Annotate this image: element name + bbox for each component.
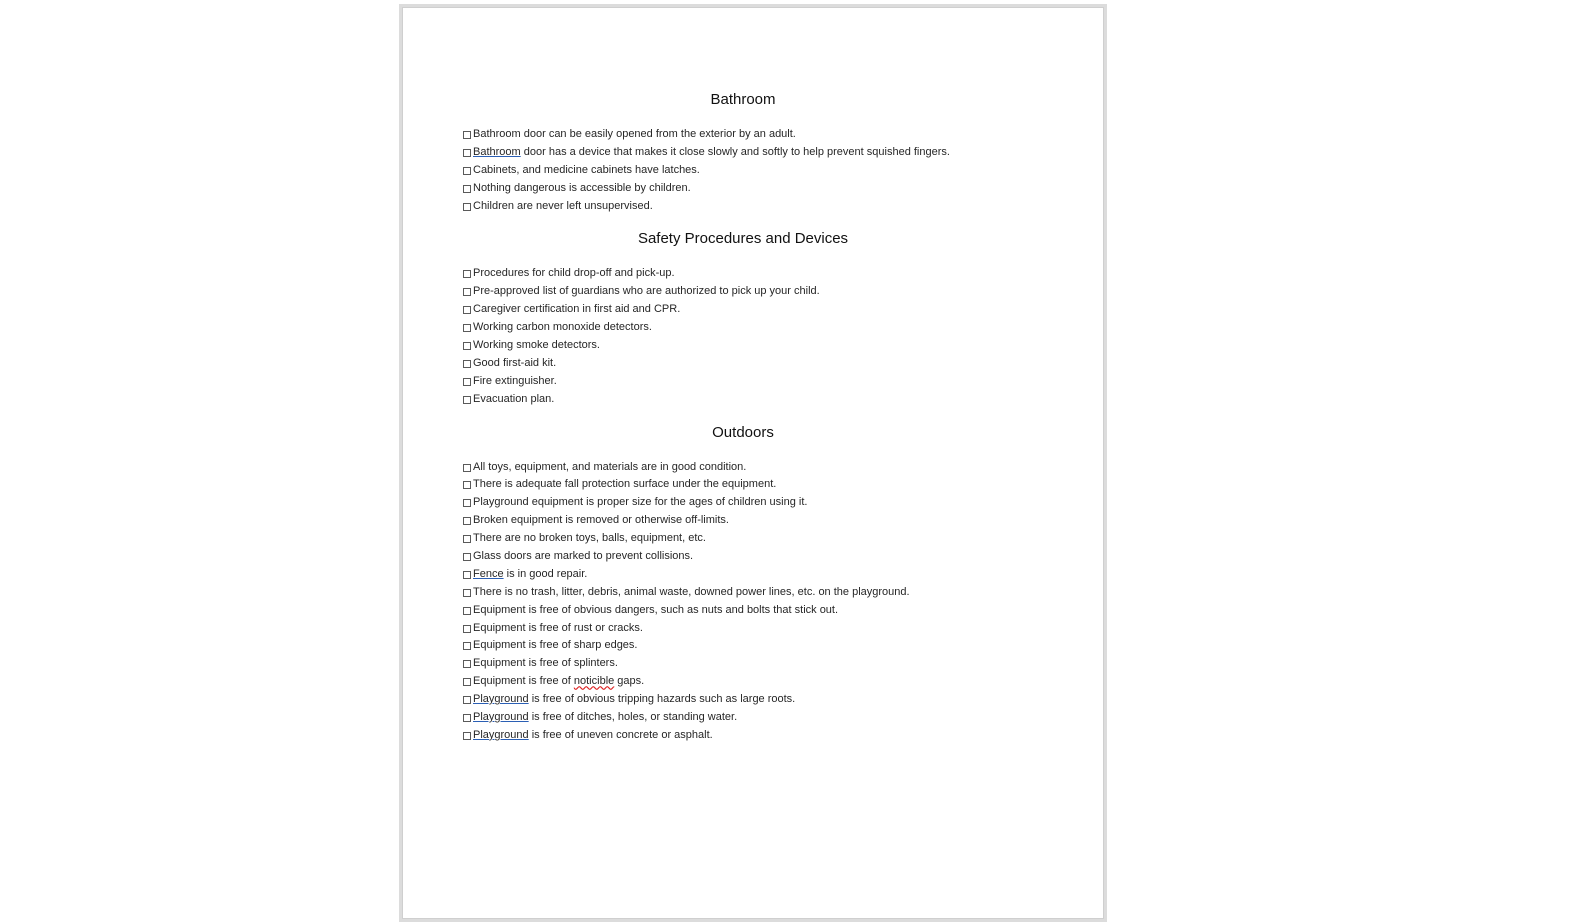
item-text: Working carbon monoxide detectors. — [473, 321, 652, 334]
item-text: Fire extinguisher. — [473, 374, 557, 387]
item-text: Pre-approved list of guardians who are authorized to pick up your child. — [473, 285, 820, 298]
list-item — [463, 584, 1023, 602]
list-item — [463, 620, 1023, 638]
document-content — [463, 90, 1023, 759]
list-item — [463, 337, 1023, 355]
list-item — [463, 476, 1023, 494]
item-text: door has a device that makes it close slowly and softly to help prevent squished fingers. — [520, 145, 950, 158]
list-item — [463, 566, 1023, 584]
list-item — [463, 655, 1023, 673]
checkbox-icon[interactable] — [463, 481, 471, 489]
checkbox-icon[interactable] — [463, 607, 471, 615]
checkbox-icon[interactable] — [463, 396, 471, 404]
checkbox-icon[interactable] — [463, 360, 471, 368]
grammar-flag[interactable]: Playground — [473, 711, 529, 724]
item-text: gaps. — [614, 675, 645, 688]
list-item — [463, 530, 1023, 548]
item-text: Equipment is free of splinters. — [473, 657, 618, 670]
item-text: There is no trash, litter, debris, animal waste, downed power lines, etc. on the playground. — [473, 585, 910, 598]
item-text: Equipment is free of — [473, 675, 574, 688]
item-text: is free of ditches, holes, or standing water. — [528, 711, 738, 724]
item-text: Children are never left unsupervised. — [473, 199, 653, 212]
document-page — [403, 8, 1103, 918]
item-text: Caregiver certification in first aid and CPR. — [473, 303, 681, 316]
checkbox-icon[interactable] — [463, 131, 471, 139]
checkbox-icon[interactable] — [463, 571, 471, 579]
checkbox-icon[interactable] — [463, 589, 471, 597]
list-item — [463, 548, 1023, 566]
checkbox-icon[interactable] — [463, 342, 471, 350]
list-item — [463, 512, 1023, 530]
list-item — [463, 265, 1023, 283]
list-item — [463, 727, 1023, 745]
checkbox-icon[interactable] — [463, 553, 471, 561]
checkbox-icon[interactable] — [463, 499, 471, 507]
list-item — [463, 355, 1023, 373]
item-text: Cabinets, and medicine cabinets have latches. — [473, 163, 700, 176]
checkbox-icon[interactable] — [463, 270, 471, 278]
checkbox-icon[interactable] — [463, 535, 471, 543]
list-item — [463, 373, 1023, 391]
checkbox-icon[interactable] — [463, 517, 471, 525]
item-text: Working smoke detectors. — [473, 339, 600, 352]
section-title-outdoors: Outdoors — [712, 423, 774, 441]
checkbox-icon[interactable] — [463, 625, 471, 633]
checkbox-icon[interactable] — [463, 185, 471, 193]
item-text: is in good repair. — [503, 567, 588, 580]
section-title-safety: Safety Procedures and Devices — [637, 230, 849, 248]
checkbox-icon[interactable] — [463, 678, 471, 686]
item-text: Procedures for child drop-off and pick-up. — [473, 267, 675, 280]
grammar-flag[interactable]: Playground — [473, 728, 529, 741]
item-text: Glass doors are marked to prevent collisions. — [473, 550, 694, 563]
list-item — [463, 391, 1023, 409]
list-item — [463, 180, 1023, 198]
checkbox-icon[interactable] — [463, 288, 471, 296]
list-item — [463, 144, 1023, 162]
spelling-error[interactable]: noticible — [573, 675, 615, 688]
checkbox-icon[interactable] — [463, 660, 471, 668]
list-item — [463, 637, 1023, 655]
checkbox-icon[interactable] — [463, 203, 471, 211]
list-item — [463, 602, 1023, 620]
list-item — [463, 162, 1023, 180]
section-title-bathroom: Bathroom — [710, 91, 776, 108]
list-item — [463, 283, 1023, 301]
item-text: Equipment is free of rust or cracks. — [473, 621, 643, 634]
checkbox-icon[interactable] — [463, 324, 471, 332]
item-text: Broken equipment is removed or otherwise off-limits. — [473, 514, 729, 527]
list-item — [463, 126, 1023, 144]
list-item — [463, 301, 1023, 319]
checkbox-icon[interactable] — [463, 149, 471, 157]
grammar-flag[interactable]: Playground — [473, 693, 529, 706]
checklist-bathroom — [463, 126, 1023, 215]
checkbox-icon[interactable] — [463, 714, 471, 722]
list-item — [463, 709, 1023, 727]
list-item — [463, 673, 1023, 691]
checkbox-icon[interactable] — [463, 167, 471, 175]
item-text: There are no broken toys, balls, equipment, etc. — [473, 532, 706, 545]
list-item — [463, 459, 1023, 477]
item-text: is free of obvious tripping hazards such as large roots. — [528, 693, 796, 706]
item-text: All toys, equipment, and materials are in good condition. — [473, 460, 747, 473]
item-text: Good first-aid kit. — [473, 356, 557, 369]
item-text: Equipment is free of obvious dangers, such as nuts and bolts that stick out. — [473, 603, 839, 616]
grammar-flag[interactable]: Fence — [473, 567, 504, 580]
grammar-flag[interactable]: Bathroom — [473, 145, 521, 158]
checklist-safety — [463, 265, 1023, 408]
checkbox-icon[interactable] — [463, 642, 471, 650]
item-text: Evacuation plan. — [473, 392, 555, 405]
list-item — [463, 494, 1023, 512]
checkbox-icon[interactable] — [463, 464, 471, 472]
item-text: is free of uneven concrete or asphalt. — [528, 728, 713, 741]
item-text: Playground equipment is proper size for the ages of children using it. — [473, 496, 808, 509]
checkbox-icon[interactable] — [463, 696, 471, 704]
item-text: Equipment is free of sharp edges. — [473, 639, 638, 652]
checkbox-icon[interactable] — [463, 732, 471, 740]
list-item — [463, 691, 1023, 709]
list-item — [463, 198, 1023, 216]
list-item — [463, 319, 1023, 337]
item-text: Bathroom door can be easily opened from the exterior by an adult. — [473, 128, 796, 140]
item-text: Nothing dangerous is accessible by children. — [473, 181, 691, 194]
checklist-outdoors — [463, 459, 1023, 745]
checkbox-icon[interactable] — [463, 306, 471, 314]
checkbox-icon[interactable] — [463, 378, 471, 386]
item-text: There is adequate fall protection surface under the equipment. — [473, 478, 777, 491]
